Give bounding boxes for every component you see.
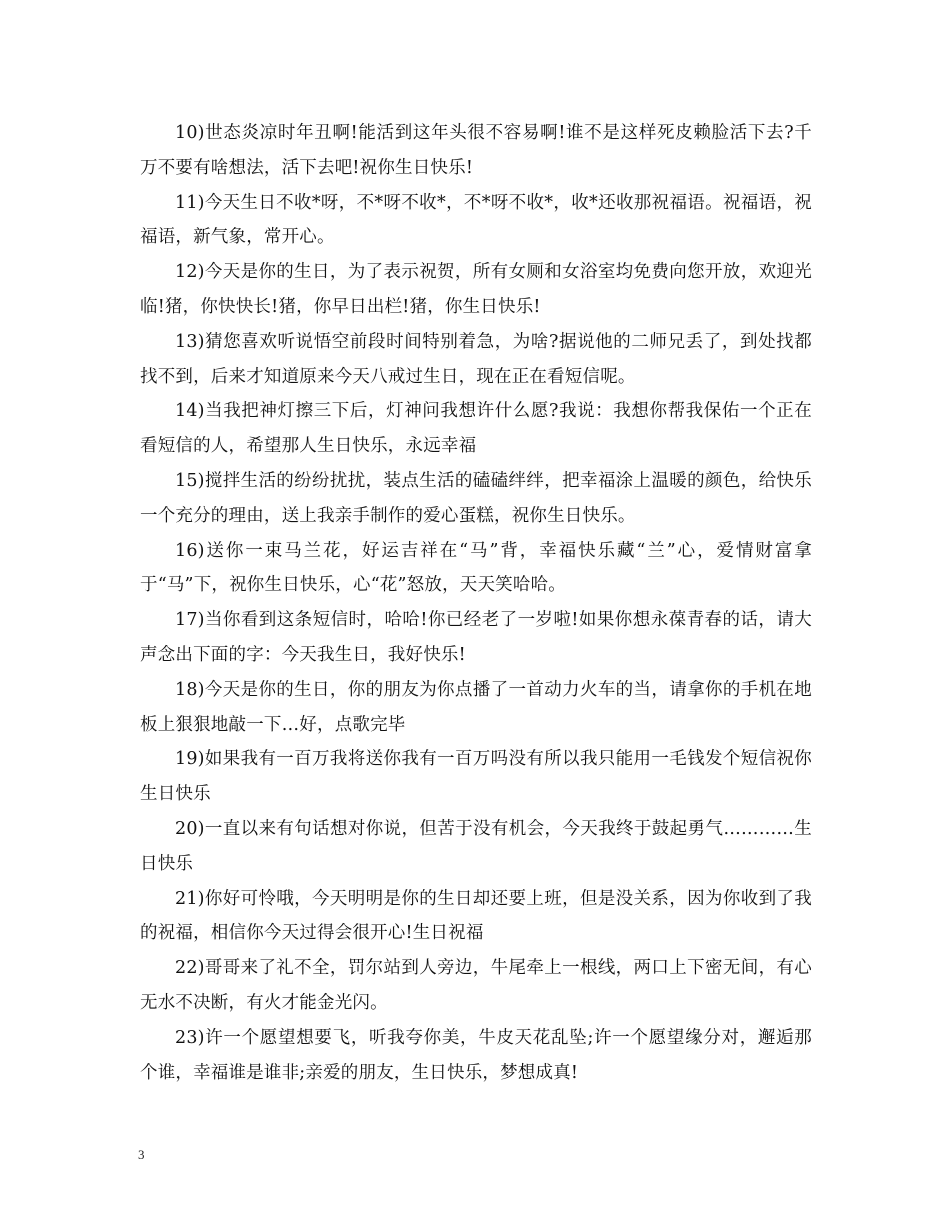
paragraph-15: 15)搅拌生活的纷纷扰扰，装点生活的磕磕绊绊，把幸福涂上温暖的颜色，给快乐一个充分的理由，送上我亲手制作的爱心蛋糕，祝你生日快乐。 <box>140 470 812 526</box>
document-body <box>140 116 812 1090</box>
paragraph-22: 22)哥哥来了礼不全，罚尔站到人旁边，牛尾牵上一根线，两口上下密无间，有心无水不决断，有火才能金光闪。 <box>140 958 812 1013</box>
paragraph-12: 12)今天是你的生日，为了表示祝贺，所有女厕和女浴室均免费向您开放，欢迎光临!猪，你快快长!猪，你早日出栏!猪，你生日快乐! <box>140 262 812 317</box>
paragraph-17: 17)当你看到这条短信时，哈哈!你已经老了一岁啦!如果你想永葆青春的话，请大声念出下面的字：今天我生日，我好快乐! <box>140 610 812 665</box>
paragraph-10: 10)世态炎凉时年丑啊!能活到这年头很不容易啊!谁不是这样死皮赖脸活下去?千万不要有啥想法，活下去吧!祝你生日快乐! <box>140 123 812 178</box>
paragraph-23: 23)许一个愿望想要飞，听我夸你美，牛皮天花乱坠;许一个愿望缘分对，邂逅那个谁，幸福谁是谁非;亲爱的朋友，生日快乐，梦想成真! <box>140 1027 812 1083</box>
paragraph-13: 13)猜您喜欢听说悟空前段时间特别着急，为啥?据说他的二师兄丢了，到处找都找不到，后来才知道原来今天八戒过生日，现在正在看短信呢。 <box>140 331 812 387</box>
paragraph-19: 19)如果我有一百万我将送你我有一百万吗没有所以我只能用一毛钱发个短信祝你生日快乐 <box>140 749 812 805</box>
paragraph-11: 11)今天生日不收*呀，不*呀不收*，不*呀不收*，收*还收那祝福语。祝福语，祝福语，新气象，常开心。 <box>140 192 812 248</box>
paragraph-14: 14)当我把神灯擦三下后，灯神问我想许什么愿?我说：我想你帮我保佑一个正在看短信的人，希望那人生日快乐，永远幸福 <box>140 401 812 457</box>
paragraph-20: 20)一直以来有句话想对你说，但苦于没有机会，今天我终于鼓起勇气…………生日快乐 <box>140 818 812 874</box>
paragraph-18: 18)今天是你的生日，你的朋友为你点播了一首动力火车的当，请拿你的手机在地板上狠狠地敲一下…好，点歌完毕 <box>140 679 812 735</box>
page-number: 3 <box>138 1147 145 1162</box>
paragraph-21: 21)你好可怜哦，今天明明是你的生日却还要上班，但是没关系，因为你收到了我的祝福，相信你今天过得会很开心!生日祝福 <box>140 888 812 944</box>
paragraph-16: 16)送你一束马兰花，好运吉祥在“马”背，幸福快乐藏“兰”心，爱情财富拿于“马”下，祝你生日快乐，心“花”怒放，天天笑哈哈。 <box>140 540 812 596</box>
